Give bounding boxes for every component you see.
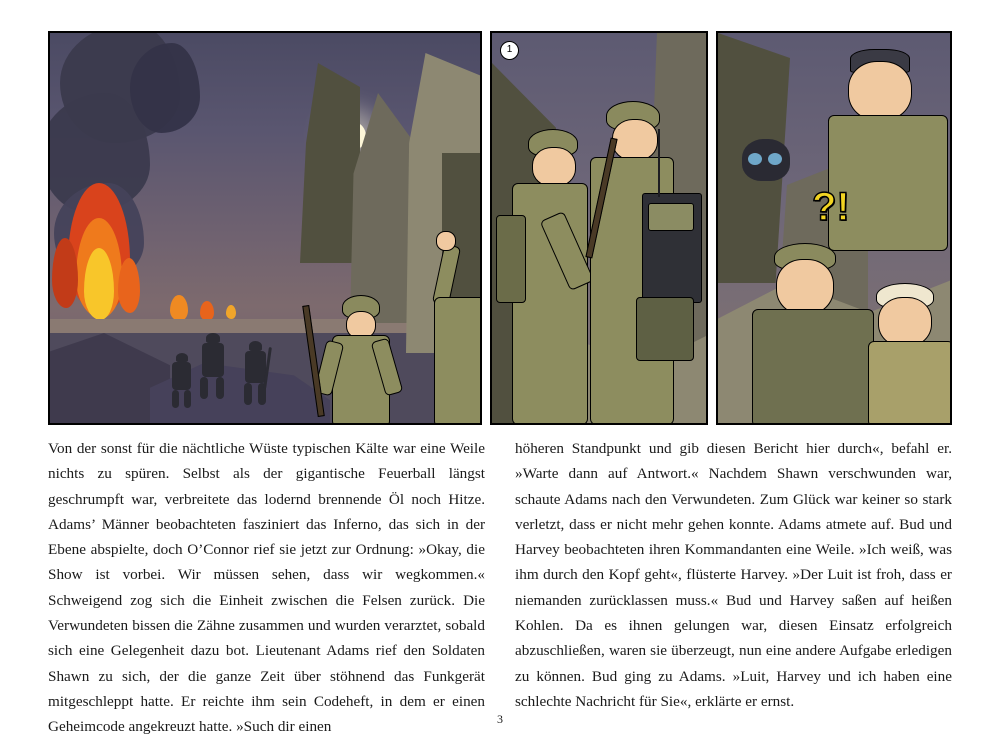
- helmet-icon: [206, 333, 220, 343]
- body-text: [48, 436, 952, 740]
- radio-faceplate: [648, 203, 694, 231]
- goggle-lens: [748, 153, 762, 165]
- soldier-silhouette-goggles: [742, 139, 792, 187]
- hand: [436, 231, 456, 251]
- leg: [200, 377, 208, 399]
- face: [532, 147, 576, 187]
- face: [848, 61, 912, 121]
- page-number: 3: [497, 712, 503, 726]
- interrobang-symbol: ?!: [812, 185, 850, 229]
- radio-pack: [636, 297, 694, 361]
- face: [612, 119, 658, 161]
- text-column-left: [48, 436, 485, 740]
- leg: [244, 383, 252, 405]
- smoke-cloud: [130, 43, 200, 133]
- comic-strip: [48, 31, 952, 425]
- leg: [172, 390, 179, 408]
- body: [172, 362, 191, 390]
- flame: [170, 295, 188, 321]
- comic-panel-2: [490, 31, 708, 425]
- soldier-bandaged: [868, 283, 952, 425]
- paragraph-left: Von der sonst für die nächtliche Wüste typischen Kälte war eine Weile nichts zu spüren. Selbst als der gigantische Feuerball längst geschrumpft war, verbreitete das lodernd brennende Öl noch Hitze. Adams’ Männer beobachteten fasziniert das Inferno, das sich in der Ebene abspielte, doch O’Connor rief sie jetzt zur Ordnung: »Okay, die Show ist vorbei. Wir müssen sehen, dass wir wegkommen.« Schweigend zog sich die Einheit zwischen die Felsen zurück. Die Verwundeten bissen die Zähne zusammen und wurden verarztet, sobald sich eine Gelegenheit dazu bot. Lieutenant Adams rief den Soldaten Shawn zu sich, der die ganze Zeit über stöhnend das Funkgerät mitgeschleppt hatte. Er reichte ihm sein Codeheft, in dem er einen Geheimcode angekreuzt hatte. »Such dir einen: [48, 440, 485, 736]
- body: [202, 343, 224, 377]
- soldier-pointing: [434, 245, 482, 425]
- leg: [184, 390, 191, 408]
- backpack: [496, 215, 526, 303]
- antenna-icon: [658, 129, 660, 197]
- comic-panel-1: [48, 31, 482, 425]
- helmet-icon: [249, 341, 262, 351]
- leg: [216, 377, 224, 399]
- soldier-foreground: [312, 295, 432, 425]
- body: [245, 351, 266, 383]
- comic-panel-3: [716, 31, 952, 425]
- flame: [226, 305, 236, 319]
- paragraph-right: höheren Standpunkt und gib diesen Bericht hier durch«, befahl er. »Warte dann auf Antwort.« Nachdem Shawn verschwunden war, schaute Adams nach den Verwundeten. Zum Glück war keiner so stark verletzt, dass er nicht mehr gehen konnte. Adams atmete auf. Bud und Harvey beobachteten ihren Kommandanten eine Weile. »Ich weiß, was ihm durch den Kopf geht«, flüsterte Harvey. »Der Luit ist froh, dass er niemanden zurücklassen muss.« Bud und Harvey saßen auf heißen Kohlen. Da es ihnen gelungen war, diesen Einsatz erfolgreich abzuschließen, waren sie überzeugt, nun eine andere Aufgabe erledigen zu können. Bud ging zu Adams. »Luit, Harvey und ich haben eine schlechte Nachricht für Sie«, erklärte er ernst.: [515, 440, 952, 710]
- helmet-icon: [176, 353, 188, 362]
- face: [878, 297, 932, 347]
- torso: [752, 309, 874, 425]
- face: [776, 259, 834, 315]
- torso: [828, 115, 948, 251]
- text-column-right: [515, 436, 952, 740]
- torso: [434, 297, 482, 425]
- torso: [868, 341, 952, 425]
- soldier-lower: [748, 243, 878, 425]
- soldier-radio-operator: [588, 101, 708, 423]
- flame: [200, 301, 214, 321]
- goggle-lens: [768, 153, 782, 165]
- panel-number-badge: 1: [500, 41, 519, 60]
